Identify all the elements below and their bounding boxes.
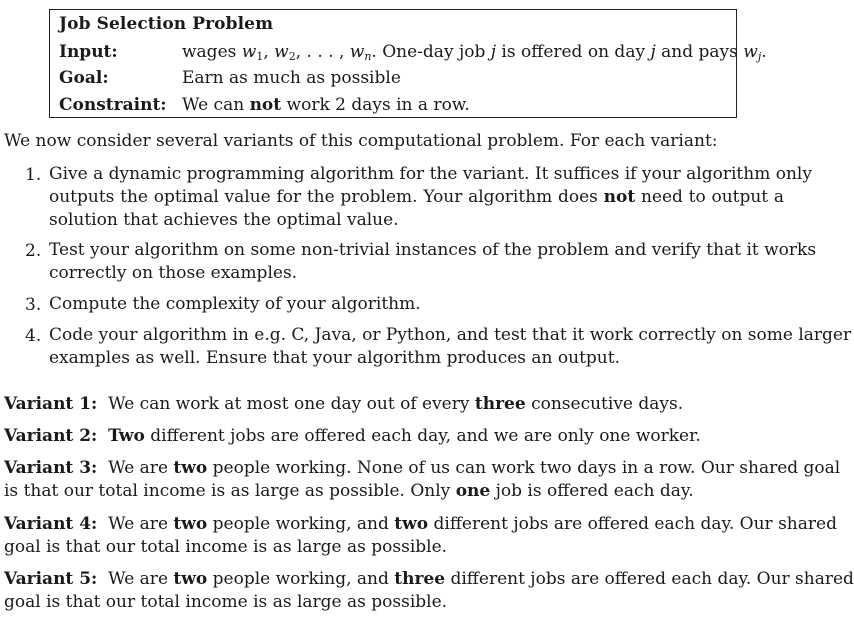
constraint-text: We can not work 2 days in a row. — [182, 95, 470, 115]
step-number: 1. — [25, 165, 42, 185]
variant-2: Variant 2: Two different jobs are offered each day, and we are only one worker. — [4, 426, 701, 446]
step-text: Compute the complexity of your algorithm. — [49, 294, 421, 314]
step-number: 4. — [25, 326, 42, 346]
goal-text: Earn as much as possible — [182, 68, 401, 88]
variant-label: Variant 4: — [4, 514, 98, 534]
variant-1: Variant 1: We can work at most one day out of every three consecutive days. — [4, 394, 684, 414]
variant-label: Variant 1: — [4, 394, 98, 414]
step-text: Code your algorithm in e.g. C, Java, or Python, and test that it work correctly on some larger examples as well. Ensure that your algorithm produces an output. — [49, 325, 852, 368]
constraint-label: Constraint: — [59, 95, 167, 115]
variant-5: Variant 5: We are two people working, and three different jobs are offered each day. Our shared goal is that our total income is as large as possible. — [4, 569, 854, 612]
step-number: 2. — [25, 241, 42, 261]
variant-4: Variant 4: We are two people working, and two different jobs are offered each day. Our shared goal is that our total income is as large as possible. — [4, 514, 837, 557]
step-text: Test your algorithm on some non-trivial instances of the problem and verify that it works correctly on those examples. — [49, 240, 817, 283]
problem-title: Job Selection Problem — [59, 14, 274, 34]
variant-label: Variant 3: — [4, 458, 98, 478]
input-text: wages $w_1$, $w_2$, . . . , $w_n$. One-day job j is offered on day j and pays $w_j$. — [182, 42, 767, 63]
input-label: Input: — [59, 42, 118, 62]
variant-3: Variant 3: We are two people working. None of us can work two days in a row. Our shared goal is that our total income is as large as possible. Only one job is offered each day. — [4, 458, 841, 501]
goal-label: Goal: — [59, 68, 109, 88]
step-text: Give a dynamic programming algorithm for the variant. It suffices if your algorithm only outputs the optimal value for the problem. Your algorithm does not need to output a solution that achieves the optimal value. — [49, 164, 812, 230]
variant-label: Variant 2: — [4, 426, 98, 446]
variant-label: Variant 5: — [4, 569, 98, 589]
step-number: 3. — [25, 295, 42, 315]
problem-definition-box — [49, 9, 767, 118]
intro-paragraph: We now consider several variants of this computational problem. For each variant: — [4, 131, 718, 151]
